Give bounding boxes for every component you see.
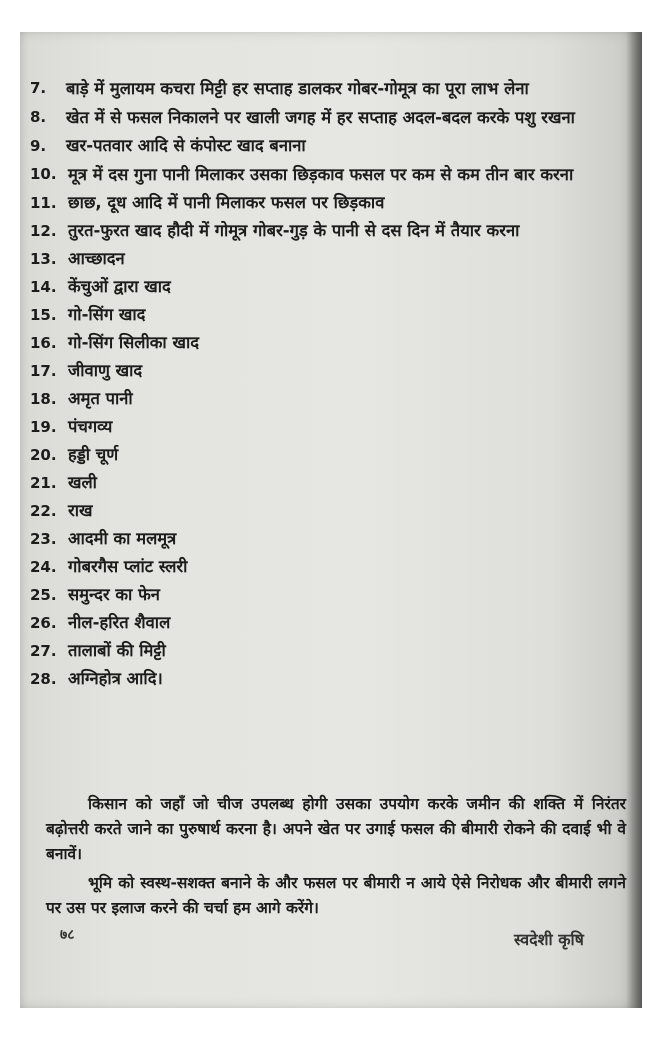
list-item-text: तालाबों की मिट्टी [68,641,166,660]
list-item-text: खेत में से फसल निकालने पर खाली जगह में हर सप्ताह अदल-बदल करके पशु रखना [66,108,575,127]
list-item-number: 26. [30,614,57,632]
list-item-text: समुन्दर का फेन [68,585,160,604]
list-item-number: 18. [30,390,57,408]
list-item-text: गोबरगैस प्लांट स्लरी [68,557,188,576]
list-item [30,275,630,299]
list-item-number: 14. [30,278,57,296]
list-item-number: 27. [30,642,57,660]
list-item-number: 13. [30,250,57,268]
list-item-number: 12. [30,222,57,240]
list-item-text: गो-सिंग सिलीका खाद [68,333,199,352]
list-item-text: जीवाणु खाद [68,361,143,380]
list-item-text: नील-हरित शैवाल [68,613,171,632]
list-item-number: 21. [30,474,57,492]
list-item [30,76,630,101]
list-item-text: तुरत-फुरत खाद हौदी में गोमूत्र गोबर-गुड़ के पानी से दस दिन में तैयार करना [68,221,520,240]
book-page [20,32,642,1008]
list-item-text: गो-सिंग खाद [68,305,146,324]
list-item-number: 15. [30,306,57,324]
list-item-number: 20. [30,446,57,464]
list-item [30,555,630,579]
list-item [30,667,630,691]
body-paragraph: किसान को जहाँ जो चीज उपलब्ध होगी उसका उपयोग करके जमीन की शक्ति में निरंतर बढ़ोत्तरी करते जाने का पुरुषार्थ करना है। अपने खेत पर उगाई फसल की बीमारी रोकने की दवाई भी वे बनावें। [46,794,626,863]
list-item [30,499,630,523]
list-item-number: 19. [30,418,57,436]
list-item-text: राख [68,501,93,520]
list-item-number: 8. [30,108,47,126]
list-item [30,247,630,271]
list-item [30,303,630,327]
list-item-text: हड्डी चूर्ण [68,445,119,464]
list-item-number: 24. [30,558,57,576]
list-item [30,331,630,355]
list-item-text: खली [68,473,97,492]
list-item-number: 22. [30,502,57,520]
list-item-number: 28. [30,670,57,688]
list-item [30,219,630,243]
list-item-number: 10. [30,165,57,183]
list-item-number: 9. [30,137,47,155]
list-item-text: बाड़े में मुलायम कचरा मिट्टी हर सप्ताह डालकर गोबर-गोमूत्र का पूरा लाभ लेना [66,79,529,98]
list-item-text: आच्छादन [68,249,125,268]
list-item [30,415,630,439]
list-item-text: पंचगव्य [68,417,113,436]
body-paragraph: भूमि को स्वस्थ-सशक्त बनाने के और फसल पर बीमारी न आये ऐसे निरोधक और बीमारी लगने पर उस पर इलाज करने की चर्चा हम आगे करेंगे। [46,873,626,917]
fertilizer-list [30,76,630,695]
list-item-text: केंचुओं द्वारा खाद [68,277,171,296]
list-item [30,387,630,411]
list-item-text: अग्निहोत्र आदि। [68,669,163,688]
list-item [30,583,630,607]
list-item-number: 25. [30,586,57,604]
list-item-number: 7. [30,79,47,97]
list-item [30,162,630,187]
list-item-text: आदमी का मलमूत्र [68,529,177,548]
list-item-text: मूत्र में दस गुना पानी मिलाकर उसका छिड़काव फसल पर कम से कम तीन बार करना [68,165,574,184]
list-item-text: अमृत पानी [68,389,133,408]
list-item [30,611,630,635]
list-item [30,443,630,467]
list-item-number: 11. [30,194,57,212]
list-item [30,134,630,158]
list-item [30,191,630,215]
list-item [30,359,630,383]
page-number: ७८ [60,927,75,943]
list-item-text: छाछ, दूध आदि में पानी मिलाकर फसल पर छिड़काव [68,193,385,212]
list-item [30,527,630,551]
book-title-footer: स्वदेशी कृषि [514,930,584,949]
list-item [30,471,630,495]
list-item-number: 23. [30,530,57,548]
list-item-number: 16. [30,334,57,352]
list-item [30,105,630,130]
list-item-number: 17. [30,362,57,380]
list-item-text: खर-पतवार आदि से कंपोस्ट खाद बनाना [66,136,306,155]
list-item [30,639,630,663]
